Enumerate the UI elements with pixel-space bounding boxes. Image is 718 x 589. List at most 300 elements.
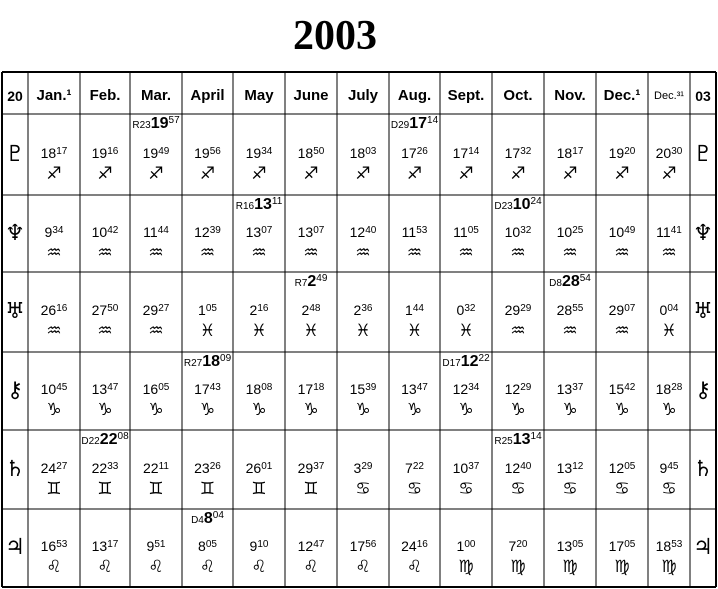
position-minutes: 05 xyxy=(205,539,217,550)
position-minutes: 49 xyxy=(158,145,170,157)
zodiac-sign-icon: ♐ xyxy=(510,163,526,184)
position-value xyxy=(130,381,182,397)
position-degrees: 2 xyxy=(301,302,310,318)
zodiac-sign-icon: ♑ xyxy=(355,400,371,420)
position-value xyxy=(80,538,130,554)
position-minutes: 16 xyxy=(107,145,119,157)
position-value xyxy=(285,538,337,554)
zodiac-sign-icon: ♑ xyxy=(148,400,164,420)
position-degrees: 10 xyxy=(40,381,57,397)
position-degrees: 17 xyxy=(401,144,417,161)
position-minutes: 26 xyxy=(416,145,428,157)
zodiac-sign-icon: ♓ xyxy=(251,321,267,341)
zodiac-sign-icon: ♋ xyxy=(355,478,371,499)
position-minutes: 05 xyxy=(572,539,584,550)
position-minutes: 41 xyxy=(670,224,682,236)
year-label-left: 20 xyxy=(7,88,23,104)
position-minutes: 48 xyxy=(309,303,321,314)
station-degrees: 10 xyxy=(512,196,531,213)
station-minutes: 04 xyxy=(212,510,224,521)
position-minutes: 25 xyxy=(572,224,584,236)
station-marker xyxy=(285,274,337,292)
position-degrees: 15 xyxy=(349,381,366,397)
zodiac-sign-icon: ♋ xyxy=(406,478,423,499)
position-minutes: 01 xyxy=(261,460,273,472)
position-degrees: 23 xyxy=(194,459,210,476)
station-degrees: 22 xyxy=(99,431,118,448)
station-marker xyxy=(80,432,130,450)
position-value xyxy=(80,460,130,476)
neptune-icon: ♆ xyxy=(5,220,25,246)
station-date: R23 xyxy=(132,120,151,131)
position-value xyxy=(596,145,648,161)
position-minutes: 45 xyxy=(667,460,679,472)
position-value xyxy=(182,538,233,554)
position-minutes: 16 xyxy=(56,303,68,314)
position-degrees: 9 xyxy=(249,538,258,554)
month-header: Dec.³¹ xyxy=(654,90,684,102)
position-value xyxy=(440,381,492,397)
position-minutes: 55 xyxy=(572,303,584,314)
zodiac-sign-icon: ♍ xyxy=(661,557,677,577)
position-degrees: 17 xyxy=(608,538,625,554)
station-degrees: 13 xyxy=(254,196,272,213)
position-minutes: 32 xyxy=(520,145,532,157)
zodiac-sign-icon: ♑ xyxy=(614,400,630,420)
position-minutes: 30 xyxy=(671,145,683,157)
position-value xyxy=(182,145,233,161)
position-value xyxy=(596,538,648,554)
station-date: D23 xyxy=(494,201,513,212)
position-degrees: 1 xyxy=(456,538,465,554)
zodiac-sign-icon: ♐ xyxy=(661,163,677,184)
position-minutes: 27 xyxy=(56,460,68,472)
station-degrees: 17 xyxy=(409,115,428,132)
position-value xyxy=(544,538,596,554)
position-value xyxy=(492,460,544,476)
position-minutes: 42 xyxy=(624,382,636,393)
zodiac-sign-icon: ♑ xyxy=(458,400,474,420)
position-minutes: 16 xyxy=(257,303,269,314)
station-date: D4 xyxy=(191,515,204,526)
zodiac-sign-icon: ♒ xyxy=(199,242,216,263)
position-degrees: 19 xyxy=(142,144,159,161)
station-degrees: 13 xyxy=(512,431,531,448)
position-degrees: 8 xyxy=(198,538,206,554)
position-minutes: 53 xyxy=(416,224,428,236)
station-date: R7 xyxy=(294,278,308,289)
position-degrees: 18 xyxy=(655,381,672,397)
zodiac-sign-icon: ♒ xyxy=(46,321,62,341)
position-degrees: 13 xyxy=(401,381,417,397)
position-degrees: 10 xyxy=(556,223,573,240)
position-value xyxy=(130,538,182,554)
position-degrees: 18 xyxy=(655,538,672,554)
position-value xyxy=(648,224,690,240)
zodiac-sign-icon: ♋ xyxy=(614,478,630,499)
position-value xyxy=(596,224,648,240)
position-degrees: 24 xyxy=(401,538,417,554)
zodiac-sign-icon: ♌ xyxy=(97,557,113,577)
position-degrees: 11 xyxy=(453,223,468,240)
year-label-right: 03 xyxy=(695,88,711,104)
station-minutes: 14 xyxy=(427,115,439,126)
position-degrees: 10 xyxy=(608,223,625,240)
position-value xyxy=(337,538,389,554)
uranus-icon: ♅ xyxy=(693,299,713,324)
position-degrees: 22 xyxy=(143,459,159,476)
position-degrees: 10 xyxy=(91,223,108,240)
position-minutes: 47 xyxy=(107,382,119,393)
position-degrees: 12 xyxy=(504,381,521,397)
position-value xyxy=(80,381,130,397)
position-value xyxy=(389,302,440,318)
position-value xyxy=(130,145,182,161)
station-date: D8 xyxy=(549,278,562,289)
zodiac-sign-icon: ♑ xyxy=(406,400,423,420)
position-degrees: 7 xyxy=(405,459,413,476)
position-value xyxy=(544,145,596,161)
position-value xyxy=(130,460,182,476)
zodiac-sign-icon: ♍ xyxy=(458,557,474,577)
position-minutes: 29 xyxy=(361,460,373,472)
zodiac-sign-icon: ♊ xyxy=(199,478,216,499)
position-degrees: 9 xyxy=(146,538,155,554)
position-degrees: 28 xyxy=(556,302,573,318)
month-header: May xyxy=(244,87,274,104)
zodiac-sign-icon: ♒ xyxy=(562,242,578,263)
month-header: Feb. xyxy=(89,87,121,104)
position-degrees: 17 xyxy=(297,381,314,397)
position-value xyxy=(492,538,544,554)
zodiac-sign-icon: ♍ xyxy=(510,557,526,577)
position-value xyxy=(648,145,690,161)
zodiac-sign-icon: ♍ xyxy=(614,557,630,577)
zodiac-sign-icon: ♒ xyxy=(458,242,474,263)
station-minutes: 57 xyxy=(168,115,180,126)
position-value xyxy=(233,145,285,161)
position-minutes: 05 xyxy=(467,224,479,236)
position-degrees: 13 xyxy=(91,538,108,554)
position-minutes: 42 xyxy=(107,224,119,236)
position-value xyxy=(182,381,233,397)
position-degrees: 2 xyxy=(353,302,362,318)
zodiac-sign-icon: ♌ xyxy=(46,557,62,577)
zodiac-sign-icon: ♌ xyxy=(199,557,216,577)
position-minutes: 27 xyxy=(158,303,170,314)
station-date: D22 xyxy=(81,436,100,447)
station-minutes: 24 xyxy=(530,196,542,207)
position-minutes: 50 xyxy=(313,145,325,157)
zodiac-sign-icon: ♒ xyxy=(510,242,526,263)
position-degrees: 17 xyxy=(349,538,366,554)
zodiac-sign-icon: ♊ xyxy=(46,478,62,499)
position-value xyxy=(285,302,337,318)
position-degrees: 10 xyxy=(452,459,469,476)
position-value xyxy=(182,224,233,240)
position-value xyxy=(28,460,80,476)
position-degrees: 19 xyxy=(245,144,262,161)
position-value xyxy=(285,381,337,397)
position-minutes: 08 xyxy=(261,382,273,393)
position-value xyxy=(233,224,285,240)
position-minutes: 39 xyxy=(365,382,377,393)
station-date: R16 xyxy=(235,201,255,212)
position-degrees: 9 xyxy=(44,223,53,240)
position-minutes: 56 xyxy=(209,145,221,157)
position-degrees: 11 xyxy=(656,223,671,240)
station-minutes: 14 xyxy=(530,431,542,442)
position-minutes: 39 xyxy=(209,224,221,236)
position-minutes: 47 xyxy=(416,382,428,393)
position-degrees: 18 xyxy=(40,144,57,161)
position-value xyxy=(337,381,389,397)
position-degrees: 12 xyxy=(504,459,521,476)
position-value xyxy=(28,302,80,318)
position-minutes: 14 xyxy=(468,145,480,157)
position-value xyxy=(648,538,690,554)
position-degrees: 18 xyxy=(349,144,366,161)
position-degrees: 1 xyxy=(405,302,413,318)
position-value xyxy=(389,460,440,476)
position-value xyxy=(233,381,285,397)
position-degrees: 29 xyxy=(608,302,625,318)
position-minutes: 34 xyxy=(52,224,64,236)
zodiac-sign-icon: ♑ xyxy=(199,400,216,420)
month-header: June xyxy=(293,87,329,104)
station-date: R25 xyxy=(494,436,513,447)
position-value xyxy=(337,302,389,318)
position-minutes: 29 xyxy=(520,382,532,393)
position-value xyxy=(596,460,648,476)
position-value xyxy=(182,302,233,318)
zodiac-sign-icon: ♌ xyxy=(303,557,319,577)
station-marker xyxy=(233,197,285,215)
position-degrees: 24 xyxy=(40,459,57,476)
station-minutes: 49 xyxy=(316,273,328,284)
position-degrees: 2 xyxy=(249,302,258,318)
position-value xyxy=(440,224,492,240)
position-value xyxy=(492,302,544,318)
position-value xyxy=(285,145,337,161)
zodiac-sign-icon: ♒ xyxy=(614,321,630,341)
position-minutes: 47 xyxy=(313,539,325,550)
station-degrees: 2 xyxy=(307,273,317,290)
position-minutes: 43 xyxy=(209,382,221,393)
position-degrees: 12 xyxy=(349,223,366,240)
position-value xyxy=(648,460,690,476)
position-minutes: 17 xyxy=(107,539,119,550)
position-degrees: 27 xyxy=(91,302,108,318)
position-degrees: 17 xyxy=(504,144,521,161)
position-value xyxy=(544,381,596,397)
position-value xyxy=(440,145,492,161)
zodiac-sign-icon: ♒ xyxy=(614,242,630,263)
position-degrees: 19 xyxy=(608,144,625,161)
pluto-icon: ♇ xyxy=(693,141,713,167)
month-header: Mar. xyxy=(140,87,171,104)
position-degrees: 12 xyxy=(194,223,210,240)
position-minutes: 10 xyxy=(257,539,269,550)
position-minutes: 05 xyxy=(624,460,636,472)
position-value xyxy=(440,302,492,318)
zodiac-sign-icon: ♒ xyxy=(303,242,319,263)
position-degrees: 7 xyxy=(508,538,517,554)
station-date: D29 xyxy=(390,120,410,131)
zodiac-sign-icon: ♒ xyxy=(46,242,62,263)
month-header: July xyxy=(347,87,378,104)
position-value xyxy=(648,302,690,318)
position-minutes: 51 xyxy=(154,539,166,550)
position-minutes: 26 xyxy=(209,460,221,472)
position-degrees: 18 xyxy=(556,144,573,161)
position-minutes: 04 xyxy=(667,303,679,314)
station-marker xyxy=(182,511,233,529)
zodiac-sign-icon: ♑ xyxy=(97,400,113,420)
zodiac-sign-icon: ♐ xyxy=(458,163,474,184)
station-degrees: 19 xyxy=(150,115,169,132)
zodiac-sign-icon: ♑ xyxy=(46,400,62,420)
position-value xyxy=(80,302,130,318)
position-minutes: 07 xyxy=(313,224,325,236)
position-degrees: 18 xyxy=(297,144,314,161)
position-value xyxy=(28,381,80,397)
zodiac-sign-icon: ♋ xyxy=(661,478,677,499)
position-degrees: 11 xyxy=(401,223,417,240)
position-degrees: 16 xyxy=(40,538,57,554)
zodiac-sign-icon: ♒ xyxy=(355,242,371,263)
position-minutes: 36 xyxy=(361,303,373,314)
zodiac-sign-icon: ♓ xyxy=(199,321,216,341)
position-degrees: 20 xyxy=(655,144,672,161)
zodiac-sign-icon: ♌ xyxy=(251,557,267,577)
position-value xyxy=(28,145,80,161)
position-degrees: 19 xyxy=(194,144,210,161)
position-minutes: 12 xyxy=(572,460,584,472)
zodiac-sign-icon: ♑ xyxy=(661,400,677,420)
station-minutes: 09 xyxy=(220,353,232,364)
zodiac-sign-icon: ♑ xyxy=(510,400,526,420)
zodiac-sign-icon: ♋ xyxy=(562,478,578,499)
zodiac-sign-icon: ♒ xyxy=(148,242,164,263)
zodiac-sign-icon: ♒ xyxy=(510,321,526,341)
station-marker xyxy=(182,354,233,372)
zodiac-sign-icon: ♒ xyxy=(97,321,113,341)
station-marker xyxy=(389,116,440,134)
position-minutes: 49 xyxy=(624,224,636,236)
position-minutes: 40 xyxy=(520,460,532,472)
zodiac-sign-icon: ♑ xyxy=(303,400,319,420)
position-degrees: 19 xyxy=(91,144,108,161)
position-value xyxy=(544,302,596,318)
zodiac-sign-icon: ♐ xyxy=(199,163,216,184)
zodiac-sign-icon: ♐ xyxy=(251,163,267,184)
position-value xyxy=(233,302,285,318)
zodiac-sign-icon: ♐ xyxy=(562,163,578,184)
position-value xyxy=(337,224,389,240)
station-degrees: 18 xyxy=(202,353,221,370)
position-value xyxy=(130,224,182,240)
position-value xyxy=(492,381,544,397)
zodiac-sign-icon: ♐ xyxy=(406,163,423,184)
position-minutes: 20 xyxy=(624,145,636,157)
position-minutes: 28 xyxy=(671,382,683,393)
position-value xyxy=(182,460,233,476)
position-value xyxy=(337,145,389,161)
zodiac-sign-icon: ♓ xyxy=(458,321,474,341)
zodiac-sign-icon: ♒ xyxy=(562,321,578,341)
position-minutes: 17 xyxy=(56,145,68,157)
zodiac-sign-icon: ♊ xyxy=(251,478,267,499)
position-minutes: 32 xyxy=(464,303,476,314)
station-minutes: 22 xyxy=(478,353,490,364)
zodiac-sign-icon: ♑ xyxy=(562,400,578,420)
saturn-icon: ♄ xyxy=(693,456,713,482)
position-degrees: 13 xyxy=(245,223,262,240)
station-date: D17 xyxy=(442,358,461,369)
position-minutes: 37 xyxy=(313,460,325,472)
position-degrees: 13 xyxy=(556,459,573,476)
position-degrees: 29 xyxy=(142,302,159,318)
station-degrees: 8 xyxy=(203,510,213,527)
station-degrees: 12 xyxy=(460,353,479,370)
position-value xyxy=(233,460,285,476)
station-minutes: 11 xyxy=(271,196,283,207)
zodiac-sign-icon: ♋ xyxy=(458,478,474,499)
position-minutes: 37 xyxy=(572,382,584,393)
zodiac-sign-icon: ♊ xyxy=(97,478,113,499)
position-minutes: 34 xyxy=(261,145,273,157)
zodiac-sign-icon: ♌ xyxy=(406,557,423,577)
station-minutes: 54 xyxy=(579,273,591,284)
jupiter-icon: ♃ xyxy=(5,535,25,560)
pluto-icon: ♇ xyxy=(5,141,25,167)
position-value xyxy=(389,145,440,161)
position-minutes: 44 xyxy=(412,303,424,314)
position-degrees: 0 xyxy=(659,302,668,318)
month-header: Jan.¹ xyxy=(36,87,72,104)
position-minutes: 03 xyxy=(365,145,377,157)
position-minutes: 07 xyxy=(624,303,636,314)
position-value xyxy=(389,538,440,554)
zodiac-sign-icon: ♒ xyxy=(148,321,164,341)
position-minutes: 33 xyxy=(107,460,119,472)
chiron-icon: ⚷ xyxy=(6,378,24,403)
position-minutes: 53 xyxy=(56,539,68,550)
position-value xyxy=(596,302,648,318)
station-marker xyxy=(130,116,182,134)
neptune-icon: ♆ xyxy=(693,220,713,246)
zodiac-sign-icon: ♒ xyxy=(406,242,423,263)
position-degrees: 22 xyxy=(91,459,108,476)
position-degrees: 17 xyxy=(452,144,469,161)
position-value xyxy=(492,145,544,161)
zodiac-sign-icon: ♓ xyxy=(355,321,371,341)
zodiac-sign-icon: ♒ xyxy=(251,242,267,263)
position-value xyxy=(389,224,440,240)
position-degrees: 26 xyxy=(245,459,262,476)
position-minutes: 20 xyxy=(516,539,528,550)
month-header: Sept. xyxy=(447,87,485,104)
position-value xyxy=(285,224,337,240)
zodiac-sign-icon: ♐ xyxy=(355,163,371,184)
page-title: 2003 xyxy=(293,13,377,59)
zodiac-sign-icon: ♓ xyxy=(406,321,423,341)
position-minutes: 05 xyxy=(624,539,636,550)
saturn-icon: ♄ xyxy=(5,456,25,482)
position-value xyxy=(544,224,596,240)
position-degrees: 12 xyxy=(452,381,469,397)
